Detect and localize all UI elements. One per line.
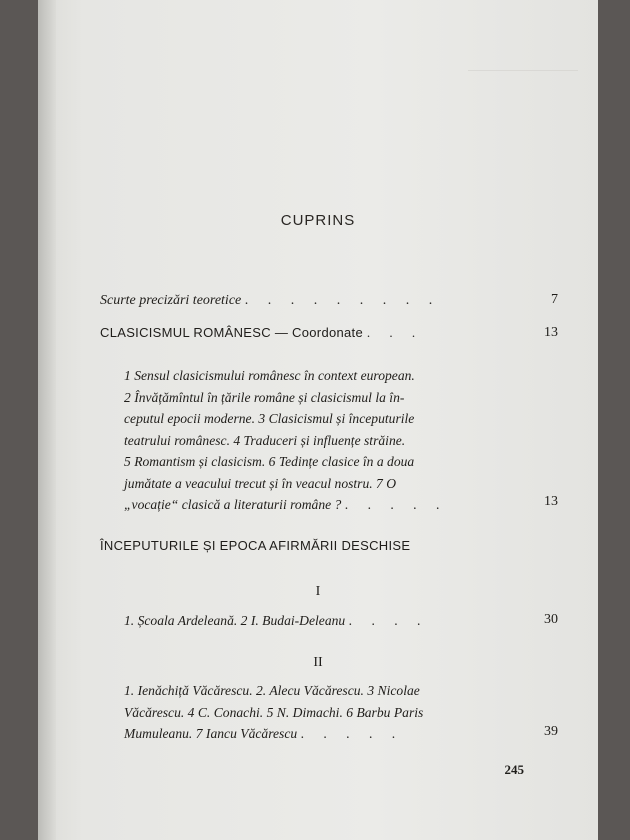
bleed-through: [468, 70, 578, 131]
part-1-entry: [124, 610, 428, 632]
toc-entry-title: Scurte precizări teoretice: [100, 293, 242, 308]
section-title: ÎNCEPUTURILE ȘI EPOCA AFIRMĂRII DESCHISE: [100, 538, 411, 553]
toc-entry-1: [100, 290, 440, 312]
text-line: 1. Ienăchiță Văcărescu. 2. Alecu Văcărescu. 3 Nicolae: [124, 683, 420, 698]
chapter-subsections: [124, 365, 514, 516]
text-line: 1 Sensul clasicismului românesc în context european.: [124, 368, 415, 383]
text-line: jumătate a veacului trecut și în veacul nostru. 7 O: [124, 475, 397, 491]
leader-dots: . . . . .: [344, 497, 448, 512]
text-line: 5 Romantism și clasicism. 6 Tedințe clasice în a doua: [124, 454, 415, 469]
leader-dots: . . . .: [348, 613, 429, 628]
text-line: ceputul epocii moderne. 3 Clasicismul și începuturile: [124, 411, 415, 426]
text-line-content: „vocație“ clasică a literaturii române ?: [124, 497, 342, 512]
leader-dots: . . . . .: [300, 726, 404, 741]
toc-entry-page: 13: [544, 325, 558, 340]
text-line-content: Mumuleanu. 7 Iancu Văcărescu: [124, 726, 298, 741]
leader-dots: . . .: [366, 325, 424, 340]
page-title: CUPRINS: [280, 212, 356, 229]
toc-entry-page: 7: [551, 292, 558, 307]
part-2-entry: [124, 680, 514, 745]
part-numeral: I: [315, 584, 321, 599]
text-line: 2 Învățămîntul în țările române și clasicismul la în-: [124, 389, 405, 405]
toc-entry-2: [100, 322, 423, 344]
text-line: teatrului românesc. 4 Traduceri și influențe străine.: [124, 432, 406, 448]
part-numeral: II: [313, 655, 323, 670]
text-line: [124, 494, 514, 516]
leader-dots: . . . . . . . . .: [244, 293, 441, 308]
part-entry-title: 1. Școala Ardeleană. 2 I. Budai-Deleanu: [124, 613, 346, 628]
text-line: Văcărescu. 4 C. Conachi. 5 N. Dimachi. 6 Barbu Paris: [124, 704, 424, 720]
book-page: [38, 0, 598, 840]
chapter-page: 13: [544, 494, 558, 509]
part-page: 39: [544, 724, 558, 739]
page-number: 245: [504, 762, 524, 777]
text-line: [124, 723, 514, 745]
toc-entry-title: CLASICISMUL ROMÂNESC — Coordonate: [100, 325, 363, 340]
part-page: 30: [544, 612, 558, 627]
page-gutter: [38, 0, 56, 840]
